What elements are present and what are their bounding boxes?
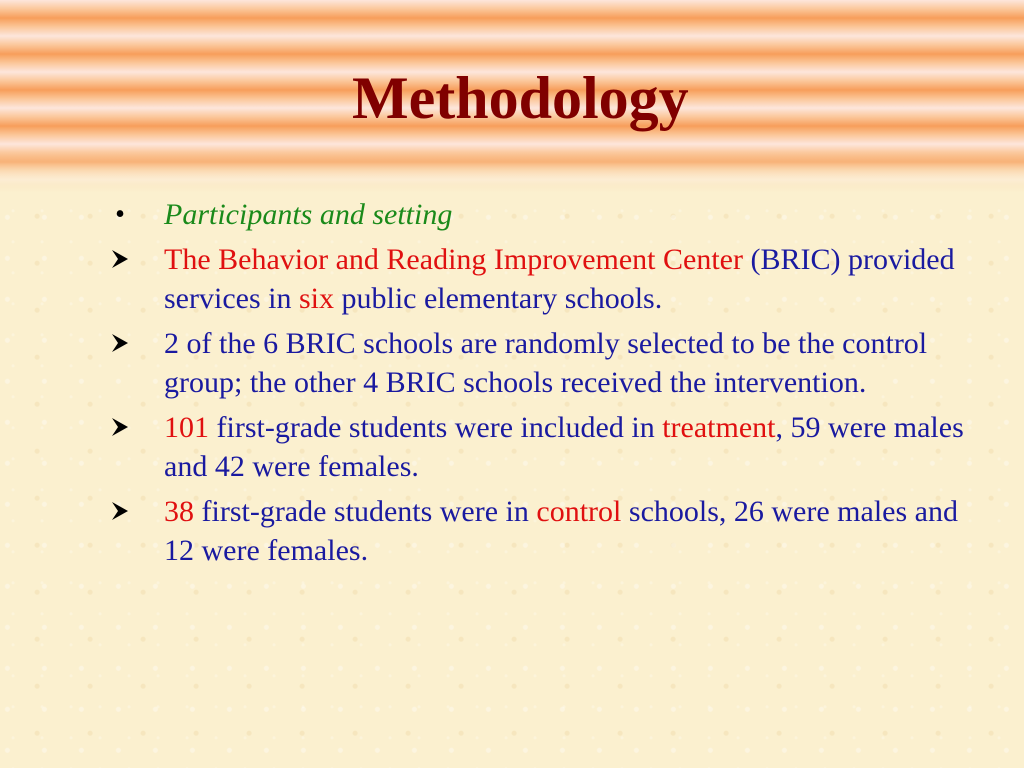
bullet-text-highlight: control [536,495,622,528]
arrow-bullet-icon [100,240,140,281]
bullet-dot: • [115,199,125,230]
bullet-text-highlight: 101 [164,411,209,444]
bullet-text: schools, 26 were males and 12 were females. [164,495,958,567]
bullet-text-highlight: The Behavior and Reading Improvement Center [164,243,743,276]
arrow-bullet-icon [100,492,140,533]
bullet-item [100,492,980,570]
arrow-bullet-icon [100,324,140,365]
bullet-text: first-grade students were in [194,495,537,528]
bullet-text: 2 of the 6 BRIC schools are randomly selected to be the control group; the other 4 BRIC schools received the intervention. [164,327,928,399]
slide-title: Methodology [352,65,689,131]
section-heading: Participants and setting [164,198,453,231]
bullet-text-highlight: 38 [164,495,194,528]
bullet-item [100,324,980,402]
bullet-text: (BRIC) provided services in [164,243,955,315]
bullet-item [100,408,980,486]
bullet-text-highlight: treatment [662,411,776,444]
arrow-bullet-icon [100,408,140,449]
bullet-item [100,195,980,234]
bullet-text-highlight: six [298,282,334,315]
bullet-item [100,240,980,318]
bullet-text: public elementary schools. [333,282,663,315]
slide-content [100,195,980,576]
bullet-text: first-grade students were included in [209,411,663,444]
bullet-text: , 59 were males and 42 were females. [164,411,964,483]
